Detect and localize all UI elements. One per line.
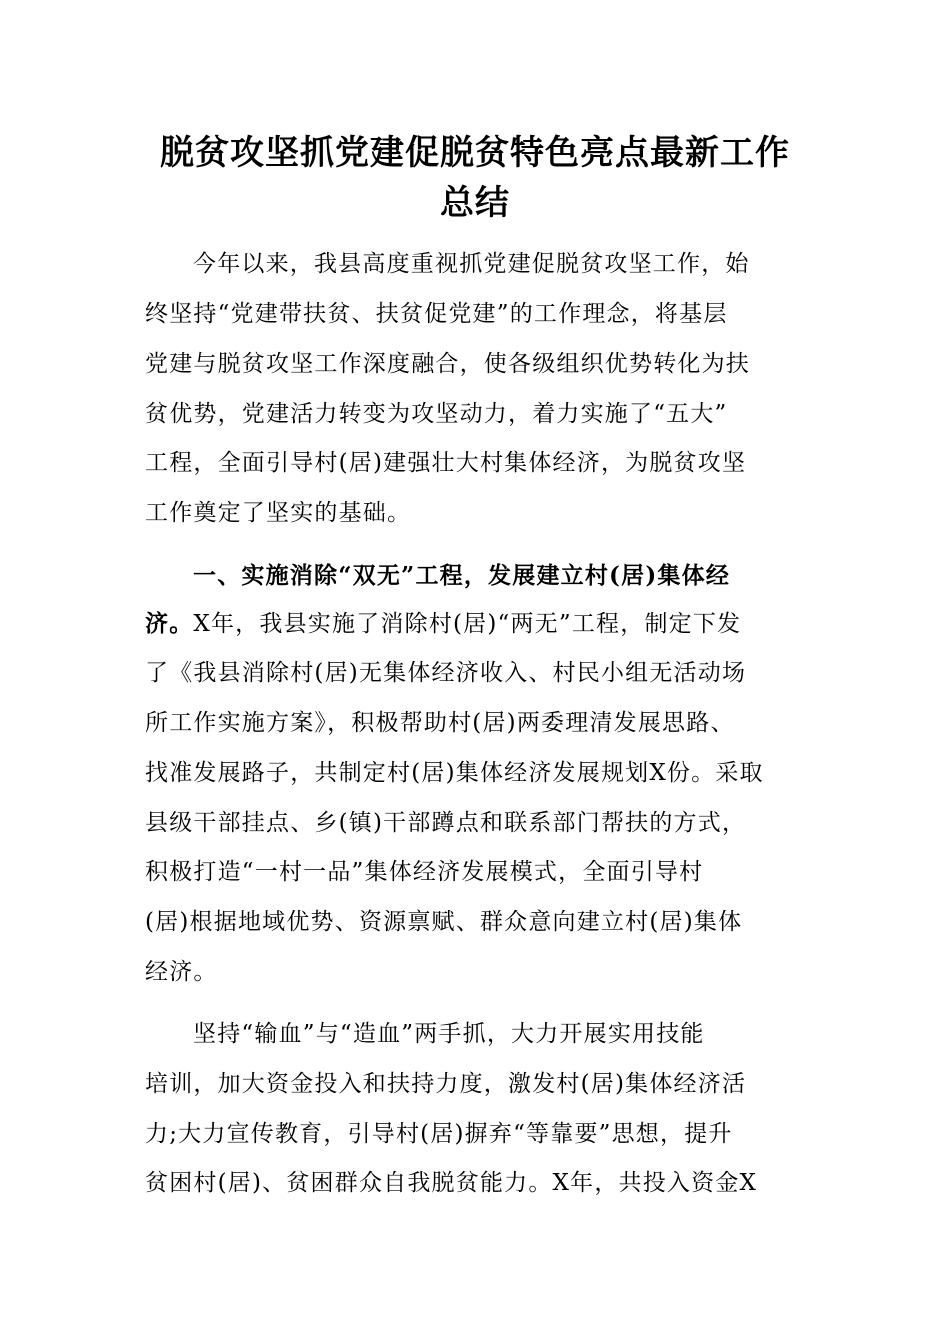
paragraph-2-line: 经济。: [145, 959, 218, 985]
paragraph-2-line: 积极打造“一村一品”集体经济发展模式，全面引导村: [145, 859, 704, 885]
paragraph-2-line: 所工作实施方案》，积极帮助村(居)两委理清发展思路、: [145, 710, 735, 736]
paragraph-3-line: 贫困村(居)、贫困群众自我脱贫能力。X年，共投入资金X: [145, 1170, 758, 1196]
paragraph-1-line: 终坚持“党建带扶贫、扶贫促党建”的工作理念，将基层: [145, 301, 728, 327]
paragraph-2-line: 了《我县消除村(居)无集体经济收入、村民小组无活动场: [145, 660, 747, 686]
document-title-line-1: 脱贫攻坚抓党建促脱贫特色亮点最新工作: [160, 133, 790, 173]
paragraph-1-line: 今年以来，我县高度重视抓党建促脱贫攻坚工作，始: [193, 251, 750, 277]
paragraph-3-line: 培训，加大资金投入和扶持力度，激发村(居)集体经济活: [145, 1071, 747, 1097]
paragraph-1-line: 工程，全面引导村(居)建强壮大村集体经济，为脱贫攻坚: [145, 450, 747, 476]
paragraph-1-line: 贫优势，党建活力转变为攻坚动力，着力实施了“五大”: [145, 401, 728, 427]
paragraph-2-line: [145, 608, 741, 640]
paragraph-3-line: 坚持“输血”与“造血”两手抓，大力开展实用技能: [193, 1021, 705, 1047]
paragraph-1-line: 工作奠定了坚实的基础。: [145, 500, 412, 526]
section-heading-line-2: 济。: [145, 610, 194, 637]
paragraph-1-line: 党建与脱贫攻坚工作深度融合，使各级组织优势转化为扶: [145, 351, 750, 377]
paragraph-2-line: (居)根据地域优势、资源禀赋、群众意向建立村(居)集体: [145, 909, 743, 935]
document-title-line-2: 总结: [440, 183, 510, 223]
paragraph-2-line: 县级干部挂点、乡(镇)干部蹲点和联系部门帮扶的方式，: [145, 810, 747, 836]
paragraph-2-line-rest: X年，我县实施了消除村(居)“两无”工程，制定下发: [193, 611, 742, 637]
paragraph-3-line: 力;大力宣传教育，引导村(居)摒弃“等靠要”思想，提升: [145, 1121, 733, 1147]
section-heading-line-1: 一、实施消除“双无”工程，发展建立村(居)集体经: [193, 562, 731, 589]
paragraph-2-line: 找准发展路子，共制定村(居)集体经济发展规划X份。采取: [145, 760, 764, 786]
